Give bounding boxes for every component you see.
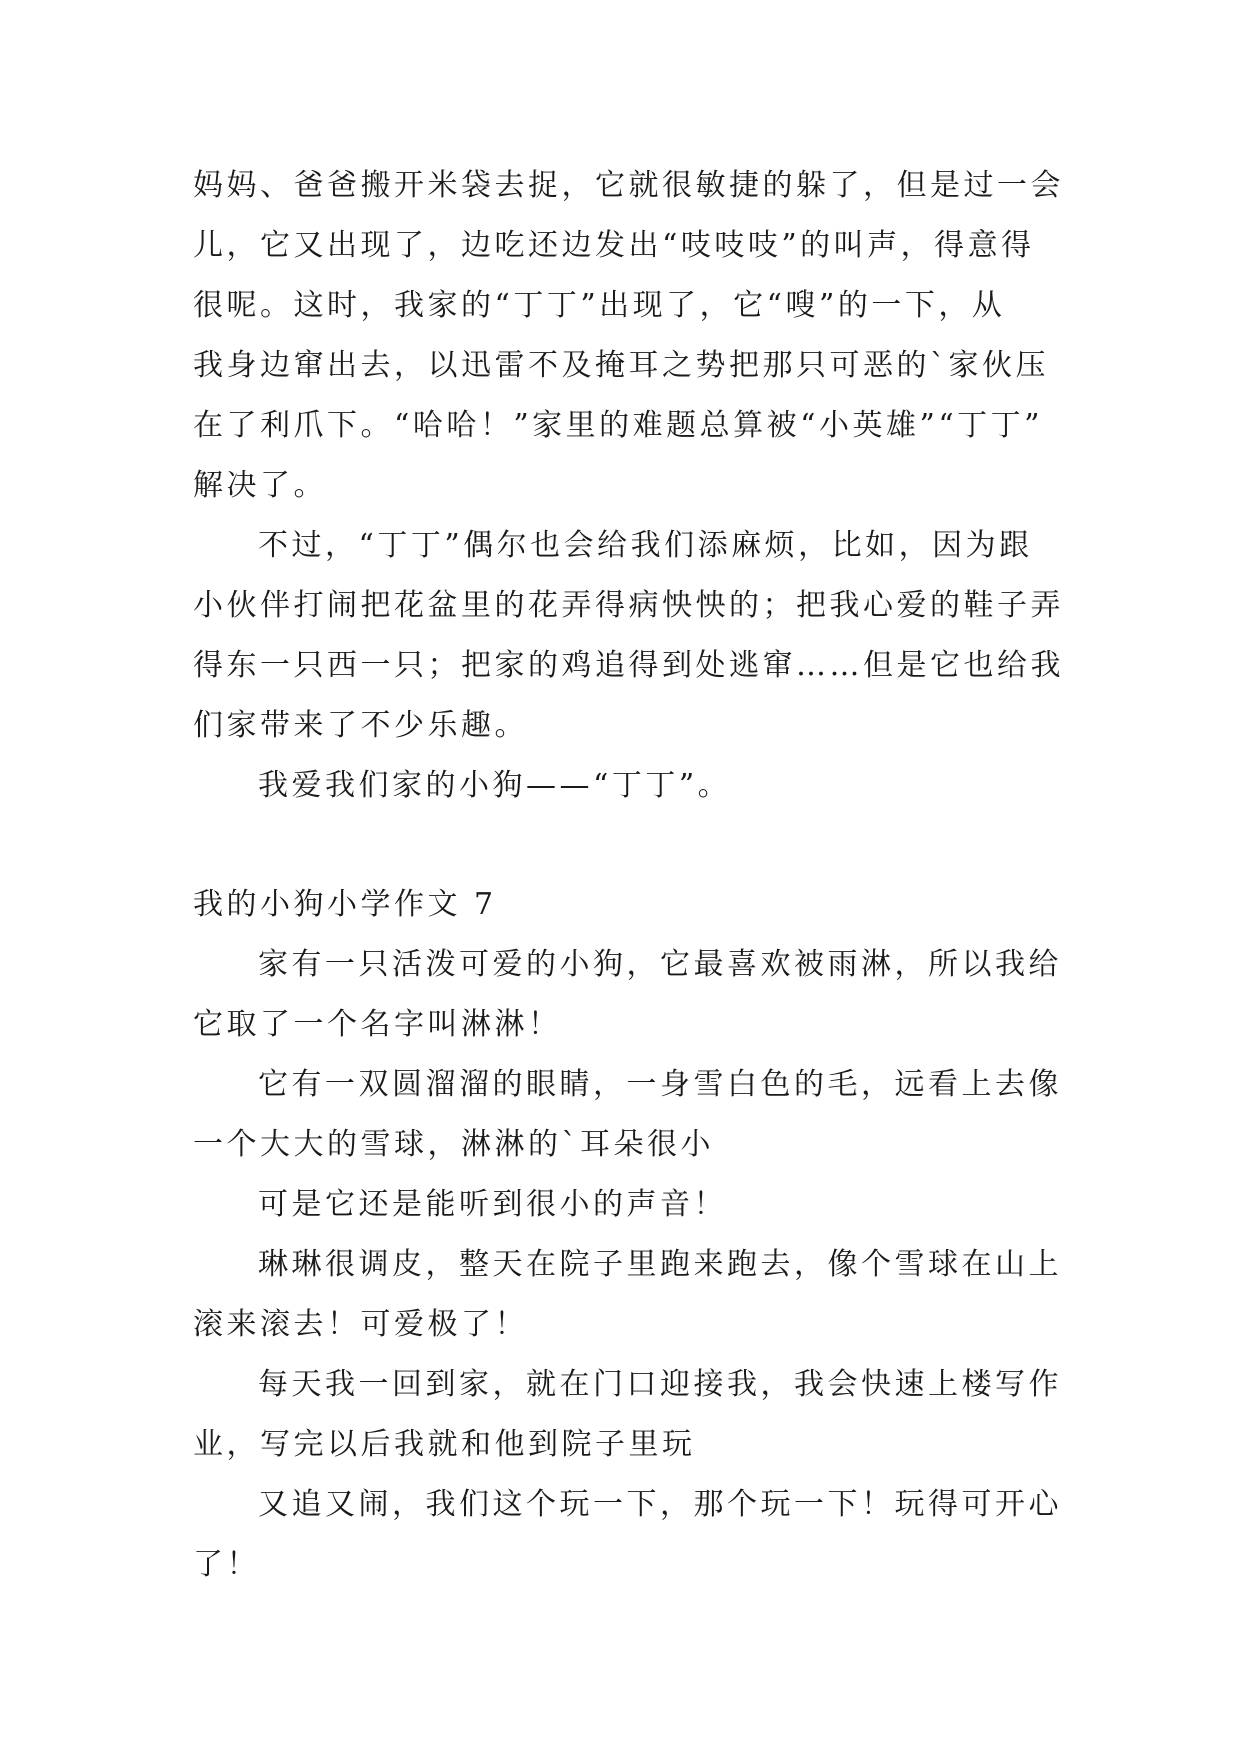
paragraph-line: 我身边窜出去，以迅雷不及掩耳之势把那只可恶的`家伙压 xyxy=(193,348,1049,383)
paragraph-line: 可是它还是能听到很小的声音！ xyxy=(258,1187,727,1222)
paragraph-line: 小伙伴打闹把花盆里的花弄得病怏怏的；把我心爱的鞋子弄 xyxy=(193,588,1064,623)
paragraph-line: 了！ xyxy=(193,1547,260,1582)
paragraph-line: 妈妈、爸爸搬开米袋去捉，它就很敏捷的躲了，但是过一会 xyxy=(193,168,1064,203)
paragraph-line: 它取了一个名字叫淋淋！ xyxy=(193,1007,562,1042)
paragraph-line: 又追又闹，我们这个玩一下，那个玩一下！玩得可开心 xyxy=(258,1487,1062,1522)
paragraph-line: 琳琳很调皮，整天在院子里跑来跑去，像个雪球在山上 xyxy=(258,1247,1062,1282)
paragraph-line: 解决了。 xyxy=(193,468,327,503)
paragraph-line: 得东一只西一只；把家的鸡追得到处逃窜……但是它也给我 xyxy=(193,648,1064,683)
section-heading: 我的小狗小学作文 7 xyxy=(193,887,497,922)
paragraph-line: 滚来滚去！可爱极了！ xyxy=(193,1307,528,1342)
paragraph-line: 每天我一回到家，就在门口迎接我，我会快速上楼写作 xyxy=(258,1367,1062,1402)
paragraph-line: 在了利爪下。“哈哈！”家里的难题总算被“小英雄”“丁丁” xyxy=(193,408,1044,443)
paragraph-line: 一个大大的雪球，淋淋的`耳朵很小 xyxy=(193,1127,714,1162)
paragraph-line: 我爱我们家的小狗——“丁丁”。 xyxy=(258,768,732,803)
paragraph-line: 们家带来了不少乐趣。 xyxy=(193,708,528,743)
paragraph-line: 儿，它又出现了，边吃还边发出“吱吱吱”的叫声，得意得 xyxy=(193,228,1035,263)
paragraph-line: 很呢。这时，我家的“丁丁”出现了，它“嗖”的一下，从 xyxy=(193,288,1006,323)
paragraph-line: 家有一只活泼可爱的小狗，它最喜欢被雨淋，所以我给 xyxy=(258,947,1062,982)
paragraph-line: 不过，“丁丁”偶尔也会给我们添麻烦，比如，因为跟 xyxy=(258,528,1033,563)
paragraph-line: 业，写完以后我就和他到院子里玩 xyxy=(193,1427,696,1462)
paragraph-line: 它有一双圆溜溜的眼睛，一身雪白色的毛，远看上去像 xyxy=(258,1067,1062,1102)
